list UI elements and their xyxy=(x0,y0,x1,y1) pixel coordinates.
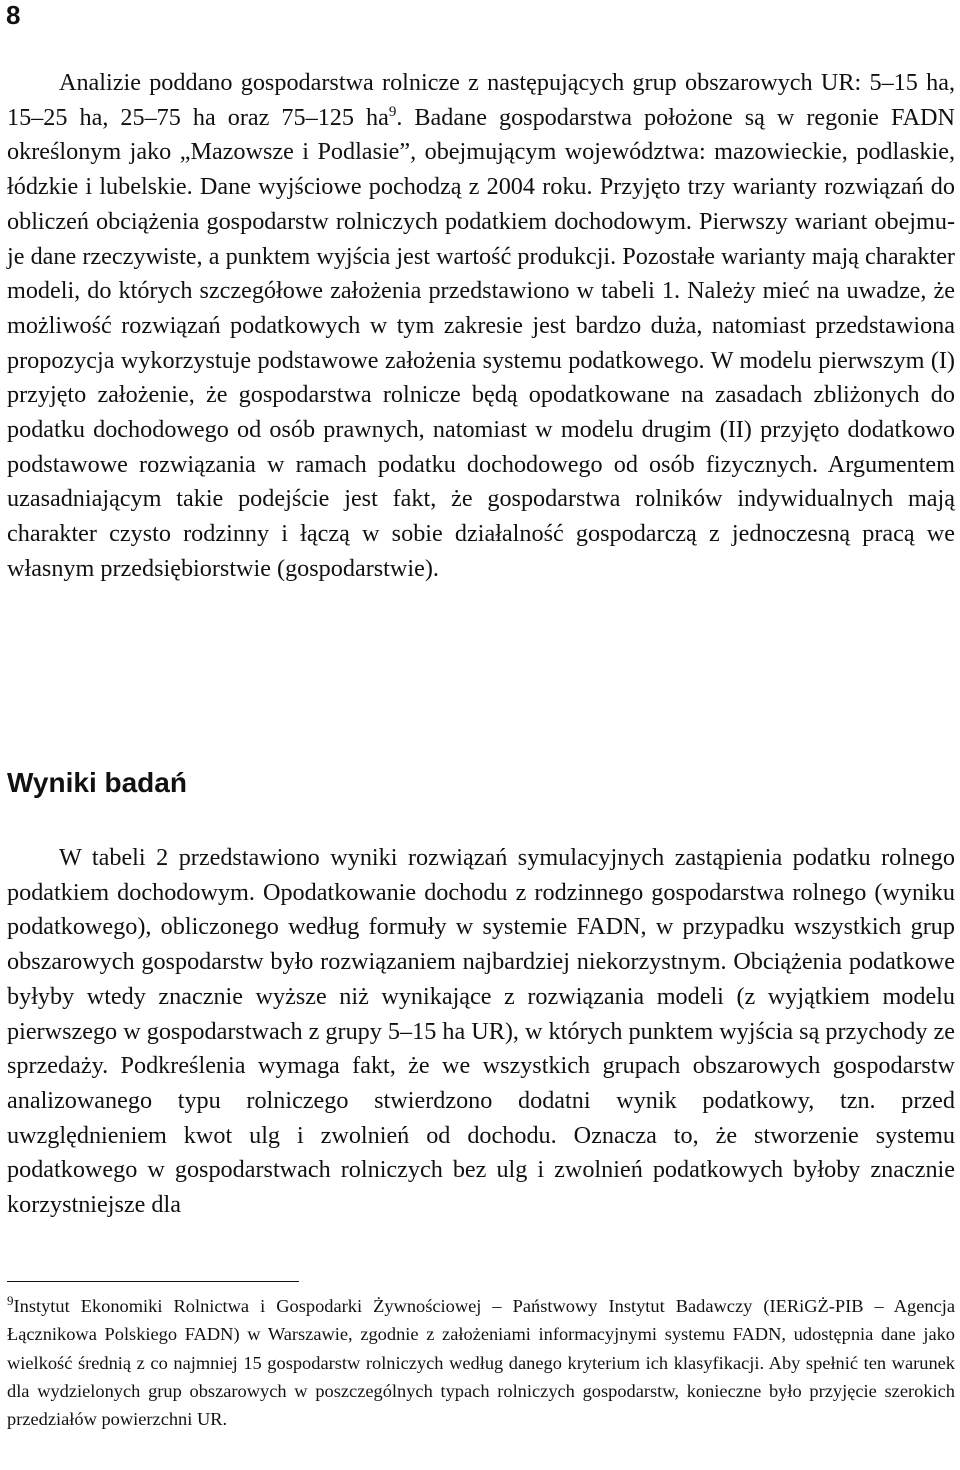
footnote-number: 9 xyxy=(7,1292,14,1308)
paragraph-methodology-text-end: . Badane gospodarstwa położone są w regonie FADN określonym jako „Mazowsze i Podlasie”, obejmującym województwa: mazowieckie, podlaskie, łódzkie i lubelskie. Dane wyjściowe pochodzą z 2004 roku. Przyjęto trzy warianty rozwiązań do obliczeń obciążenia gospodarstw rolniczych podatkiem dochodowym. Pierwszy wariant obejmuje dane rzeczywiste, a punktem wyjścia jest wartość produkcji. Pozostałe warianty mają charakter modeli, do których szczegółowe założenia przedstawiono w tabeli 1. Należy mieć na uwadze, że możliwość rozwiązań podatkowych w tym zakresie jest bardzo duża, natomiast przedstawiona propozycja wykorzystuje podstawowe założenia systemu podatkowego. W modelu pierwszym (I) przyjęto założenie, że gospodarstwa rolnicze będą opodatkowane na zasadach zbliżonych do podatku dochodowego od osób prawnych, natomiast w modelu drugim (II) przyjęto dodatkowo podstawowe rozwiązania w ramach podatku dochodowego od osób fizycznych. Argumentem uzasadniającym takie podejście jest fakt, że gospodarstwa rolników indywidualnych mają charakter czysto rodzinny i łączą w sobie działalność gospodarczą z jednoczesną pracą we własnym przedsiębiorstwie (gospodarstwie). xyxy=(7,103,955,582)
paragraph-methodology-text-start: Analizie poddano gospodarstwa rolnicze z następujących grup obszarowych UR: 5–15 ha, 15–25 ha, 25–75 ha oraz 75–125 ha xyxy=(7,69,955,131)
footnote-reference-9[interactable]: 9 xyxy=(388,103,397,120)
page-number: 8 xyxy=(6,0,21,30)
footnote-separator xyxy=(7,1281,299,1282)
footnote-text: Instytut Ekonomiki Rolnictwa i Gospodarki Żywnościowej – Państwowy Instytut Badawczy (IERiGŻ-PIB – Agencja Łącznikowa Polskiego FADN) w Warszawie, zgodnie z założeniami informacyjnymi systemu FADN, udostępnia dane jako wielkość średnią z co najmniej 15 gospodarstw rolniczych według danego kryterium ich klasyfikacji. Aby spełnić ten warunek dla wydzielonych grup obszarowych w poszczególnych typach rolniczych gospodarstw, konieczne było przyjęcie szerokich przedziałów powierzchni UR. xyxy=(7,1296,955,1430)
paragraph-results: W tabeli 2 przedstawiono wyniki rozwiązań symulacyjnych zastąpienia podatku rolnego podatkiem dochodowym. Opodatkowanie dochodu z rodzinnego gospodarstwa rolnego (wyniku podatkowego), obliczonego według formuły w systemie FADN, w przypadku wszystkich grup obszarowych gospodarstw było rozwiązaniem najbardziej niekorzystnym. Obciążenia podatkowe byłyby wtedy znacznie wyższe niż wynikające z rozwiązania modeli (z wyjątkiem modelu pierwszego w gospodarstwach z grupy 5–15 ha UR), w których punktem wyjścia są przychody ze sprzedaży. Podkreślenia wymaga fakt, że we wszystkich grupach obszarowych gospodarstw analizowanego typu rolniczego stwierdzono dodatni wynik podatkowy, tzn. przed uwzględnieniem kwot ulg i zwolnień od dochodu. Oznacza to, że stworzenie systemu podatkowego w gospodarstwach rolniczych bez ulg i zwolnień podatkowych byłoby znacznie korzystniejsze dla xyxy=(7,844,955,1219)
footnote-9 xyxy=(7,1292,955,1433)
paragraph-methodology xyxy=(7,66,955,587)
section-heading-results: Wyniki badań xyxy=(7,767,187,798)
